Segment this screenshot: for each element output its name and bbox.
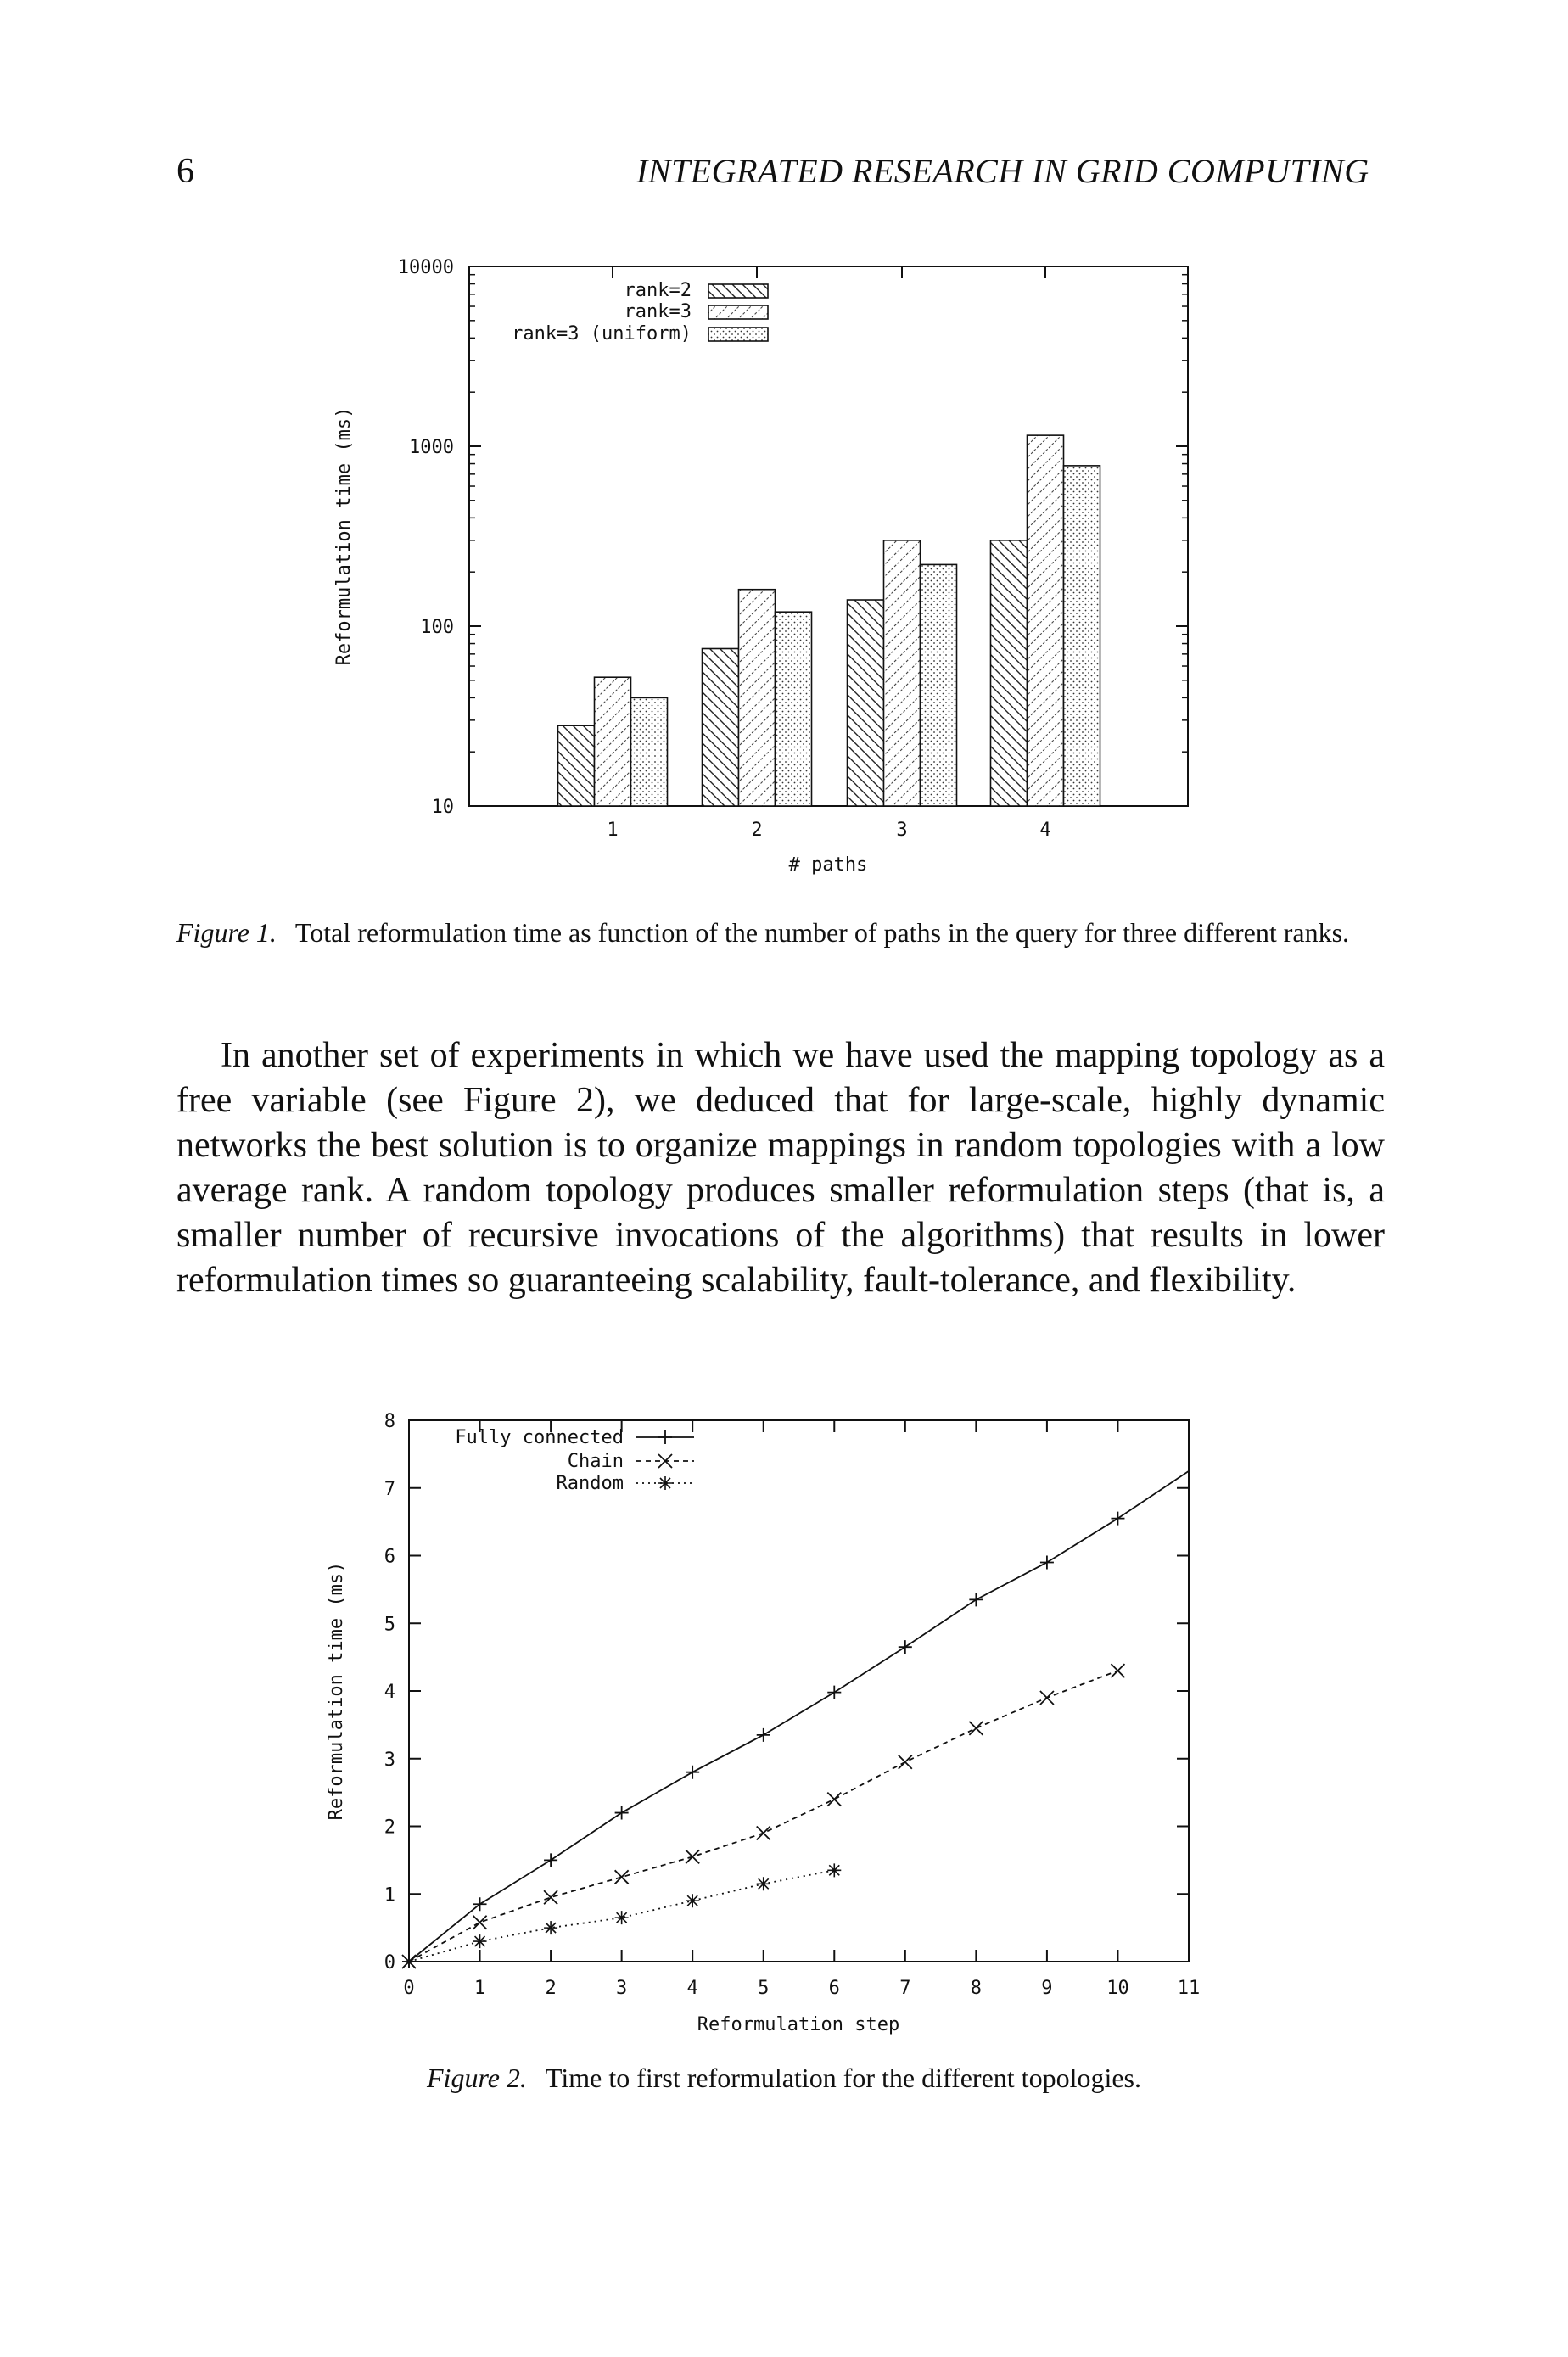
point-fully-connected-4: [686, 1766, 699, 1779]
legend-label: rank=3: [624, 301, 692, 322]
y-tick-label: 4: [384, 1682, 395, 1703]
point-fully-connected-7: [899, 1640, 912, 1654]
x-tick-label: 11: [1177, 1978, 1201, 1999]
y-tick-label: 1000: [409, 437, 454, 458]
point-chain-3: [615, 1870, 629, 1884]
x-axis-label: Reformulation step: [697, 2014, 900, 2035]
x-tick-label: 4: [686, 1978, 698, 1999]
point-random-6: [827, 1863, 841, 1877]
legend-label-chain: Chain: [567, 1451, 624, 1472]
series-line-chain: [409, 1671, 1117, 1962]
figure-1-caption-text: Total reformulation time as function of the number of paths in the query for three different ranks.: [294, 917, 1350, 948]
figure-2-caption-text: Time to first reformulation for the different topologies.: [545, 2063, 1141, 2093]
y-axis-label: Reformulation time (ms): [326, 1561, 347, 1821]
x-tick-label: 10: [1106, 1978, 1129, 1999]
figure-2-caption: [0, 2060, 1568, 2096]
point-chain-8: [969, 1722, 983, 1735]
point-random-1: [473, 1934, 487, 1948]
y-tick-label: 100: [420, 617, 454, 638]
figure-1-label: Figure 1.: [176, 917, 277, 948]
y-tick-label: 10000: [397, 257, 454, 278]
running-head: INTEGRATED RESEARCH IN GRID COMPUTING: [636, 152, 1369, 190]
plot-frame: [409, 1420, 1189, 1962]
x-tick-label: 6: [828, 1978, 840, 1999]
body-paragraph: In another set of experiments in which we have used the mapping topology as a free variable (see Figure 2), we deduced that for large-scale, highly dynamic networks the best solution is to organize mappings in random topologies with a low average rank. A random topology produces smaller reformulation steps (that is, a smaller number of recursive invocations of the algorithms) that results in lower reformulation times so guaranteeing scalability, fault-tolerance, and flexibility.: [176, 1036, 1385, 1300]
x-tick-label: 3: [896, 820, 908, 841]
x-tick-label: 3: [616, 1978, 628, 1999]
x-tick-label: 1: [473, 1978, 486, 1999]
x-tick-label: 7: [899, 1978, 911, 1999]
legend-label: rank=3 (uniform): [512, 323, 692, 344]
x-tick-label: 9: [1041, 1978, 1053, 1999]
point-chain-4: [686, 1850, 699, 1863]
y-axis-label: Reformulation time (ms): [333, 406, 355, 666]
legend-marker-fully-connected: [658, 1430, 672, 1444]
point-fully-connected-3: [615, 1806, 629, 1820]
point-chain-5: [757, 1826, 770, 1839]
legend-marker-chain: [658, 1454, 672, 1468]
y-tick-label: 1: [384, 1884, 395, 1906]
x-tick-label: 2: [751, 820, 763, 841]
point-fully-connected-9: [1040, 1555, 1054, 1569]
y-tick-label: 10: [431, 797, 454, 818]
point-fully-connected-6: [827, 1686, 841, 1699]
point-chain-9: [1040, 1691, 1054, 1705]
x-tick-label: 2: [545, 1978, 557, 1999]
point-chain-2: [544, 1890, 557, 1904]
series-line-fully-connected: [409, 1471, 1189, 1962]
x-tick-label: 1: [607, 820, 619, 841]
point-fully-connected-10: [1111, 1512, 1124, 1526]
point-random-5: [757, 1877, 770, 1890]
point-chain-7: [899, 1755, 912, 1769]
point-random-2: [544, 1921, 557, 1934]
figure-2-label: Figure 2.: [427, 2063, 527, 2093]
point-chain-10: [1111, 1664, 1124, 1677]
y-tick-label: 2: [384, 1817, 395, 1839]
point-chain-6: [827, 1793, 841, 1806]
point-random-0: [402, 1955, 416, 1968]
point-chain-1: [473, 1916, 487, 1929]
y-tick-label: 0: [384, 1952, 395, 1973]
y-tick-label: 5: [384, 1614, 395, 1636]
point-random-4: [686, 1894, 699, 1907]
point-fully-connected-8: [969, 1593, 983, 1606]
y-tick-label: 3: [384, 1749, 395, 1771]
legend-label-fully-connected: Fully connected: [455, 1427, 624, 1448]
x-tick-label: 8: [970, 1978, 982, 1999]
legend-label-random: Random: [556, 1473, 624, 1494]
point-fully-connected-5: [757, 1728, 770, 1742]
legend-label: rank=2: [624, 280, 692, 301]
x-axis-label: # paths: [788, 854, 868, 876]
x-tick-label: 4: [1039, 820, 1051, 841]
y-tick-label: 8: [384, 1411, 395, 1432]
y-tick-label: 7: [384, 1478, 395, 1500]
x-tick-label: 0: [403, 1978, 415, 1999]
point-random-3: [615, 1911, 629, 1924]
legend-marker-random: [658, 1476, 672, 1490]
y-tick-label: 6: [384, 1546, 395, 1568]
point-fully-connected-2: [544, 1853, 557, 1867]
page-number: 6: [176, 152, 194, 191]
x-tick-label: 5: [758, 1978, 770, 1999]
